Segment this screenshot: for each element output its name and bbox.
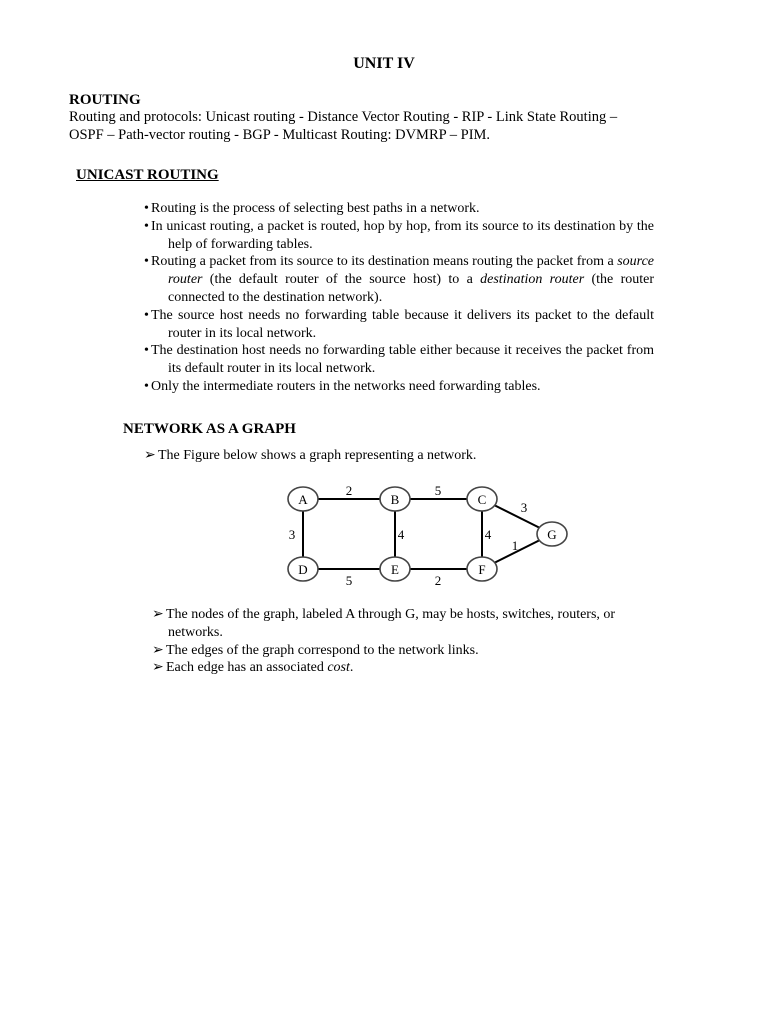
arrow-bullet-icon: ➢ [152,642,164,658]
list-item [144,606,654,642]
routing-intro-line2: OSPF – Path-vector routing - BGP - Multicast Routing: DVMRP – PIM. [69,127,491,143]
bullet-text: In unicast routing, a packet is routed, hop by hop, from its source to its destination by the help of forwarding tables. [151,218,654,252]
network-graph-diagram [260,478,590,590]
edge-cost-a-d: 3 [288,527,296,542]
list-item [144,200,654,218]
list-item [144,659,654,677]
edge-cost-d-e: 5 [345,573,353,588]
point-text: . [349,660,354,676]
point-text: The edges of the graph correspond to the network links. [166,642,479,658]
bullet-text: Routing is the process of selecting best paths in a network. [151,201,480,216]
destination-router-term: destination router [480,272,585,288]
routing-heading: ROUTING [69,92,141,108]
edge-cost-a-b: 2 [345,483,353,498]
edge-cost-b-e: 4 [397,527,405,542]
edge-cost-b-c: 5 [434,483,442,498]
unicast-routing-heading: UNICAST ROUTING [76,167,219,183]
routing-intro-line1: Routing and protocols: Unicast routing - Distance Vector Routing - RIP - Link State Routing – [69,109,618,125]
arrow-bullet-icon: ➢ [152,660,164,676]
list-item [144,253,654,306]
edge-cost-c-f: 4 [484,527,492,542]
bullet-icon: • [144,201,149,216]
graph-points-list [144,606,654,677]
bullet-text: (the default router of the source host) to a [202,272,481,288]
figure-intro-text: The Figure below shows a graph representing a network. [158,448,477,463]
edge-cost-e-f: 2 [434,573,442,588]
bullet-text: Routing a packet from its source to its destination means routing the packet from a [151,254,618,270]
node-label-f: F [478,562,486,577]
page-title: UNIT IV [353,55,415,72]
cost-term: cost [327,660,350,676]
list-item [144,642,654,660]
bullet-icon: • [144,254,149,270]
list-item [144,342,654,378]
node-label-g: G [547,527,557,542]
node-label-e: E [391,562,399,577]
arrow-bullet-icon: ➢ [152,607,164,622]
bullet-icon: • [144,378,149,394]
list-item [144,378,654,396]
point-text: The nodes of the graph, labeled A through G, may be hosts, switches, routers, or networks. [166,607,616,640]
bullet-text: The destination host needs no forwarding table either because it receives the packet from its default router in its local network. [151,343,654,377]
bullet-icon: • [144,218,149,234]
bullet-icon: • [144,307,149,323]
source-router-term: source router [168,254,654,288]
edge-cost-f-g: 1 [511,538,519,553]
bullet-text: The source host needs no forwarding table because it delivers its packet to the default router in its local network. [151,307,654,341]
arrow-bullet-icon: ➢ [144,448,156,463]
list-item [144,218,654,254]
node-label-c: C [477,492,487,507]
bullet-text: (the router connected to the destination network). [168,272,654,305]
bullet-text: Only the intermediate routers in the networks need forwarding tables. [151,378,541,394]
point-text: Each edge has an associated [166,660,328,676]
bullet-icon: • [144,343,149,359]
edge-cost-c-g: 3 [520,500,528,515]
list-item [144,307,654,343]
node-label-a: A [298,492,308,507]
figure-intro [144,447,476,465]
unicast-bullet-list [144,200,654,396]
routing-intro [69,108,669,144]
network-graph-heading: NETWORK AS A GRAPH [123,421,296,437]
node-label-b: B [390,492,400,507]
node-label-d: D [298,562,308,577]
